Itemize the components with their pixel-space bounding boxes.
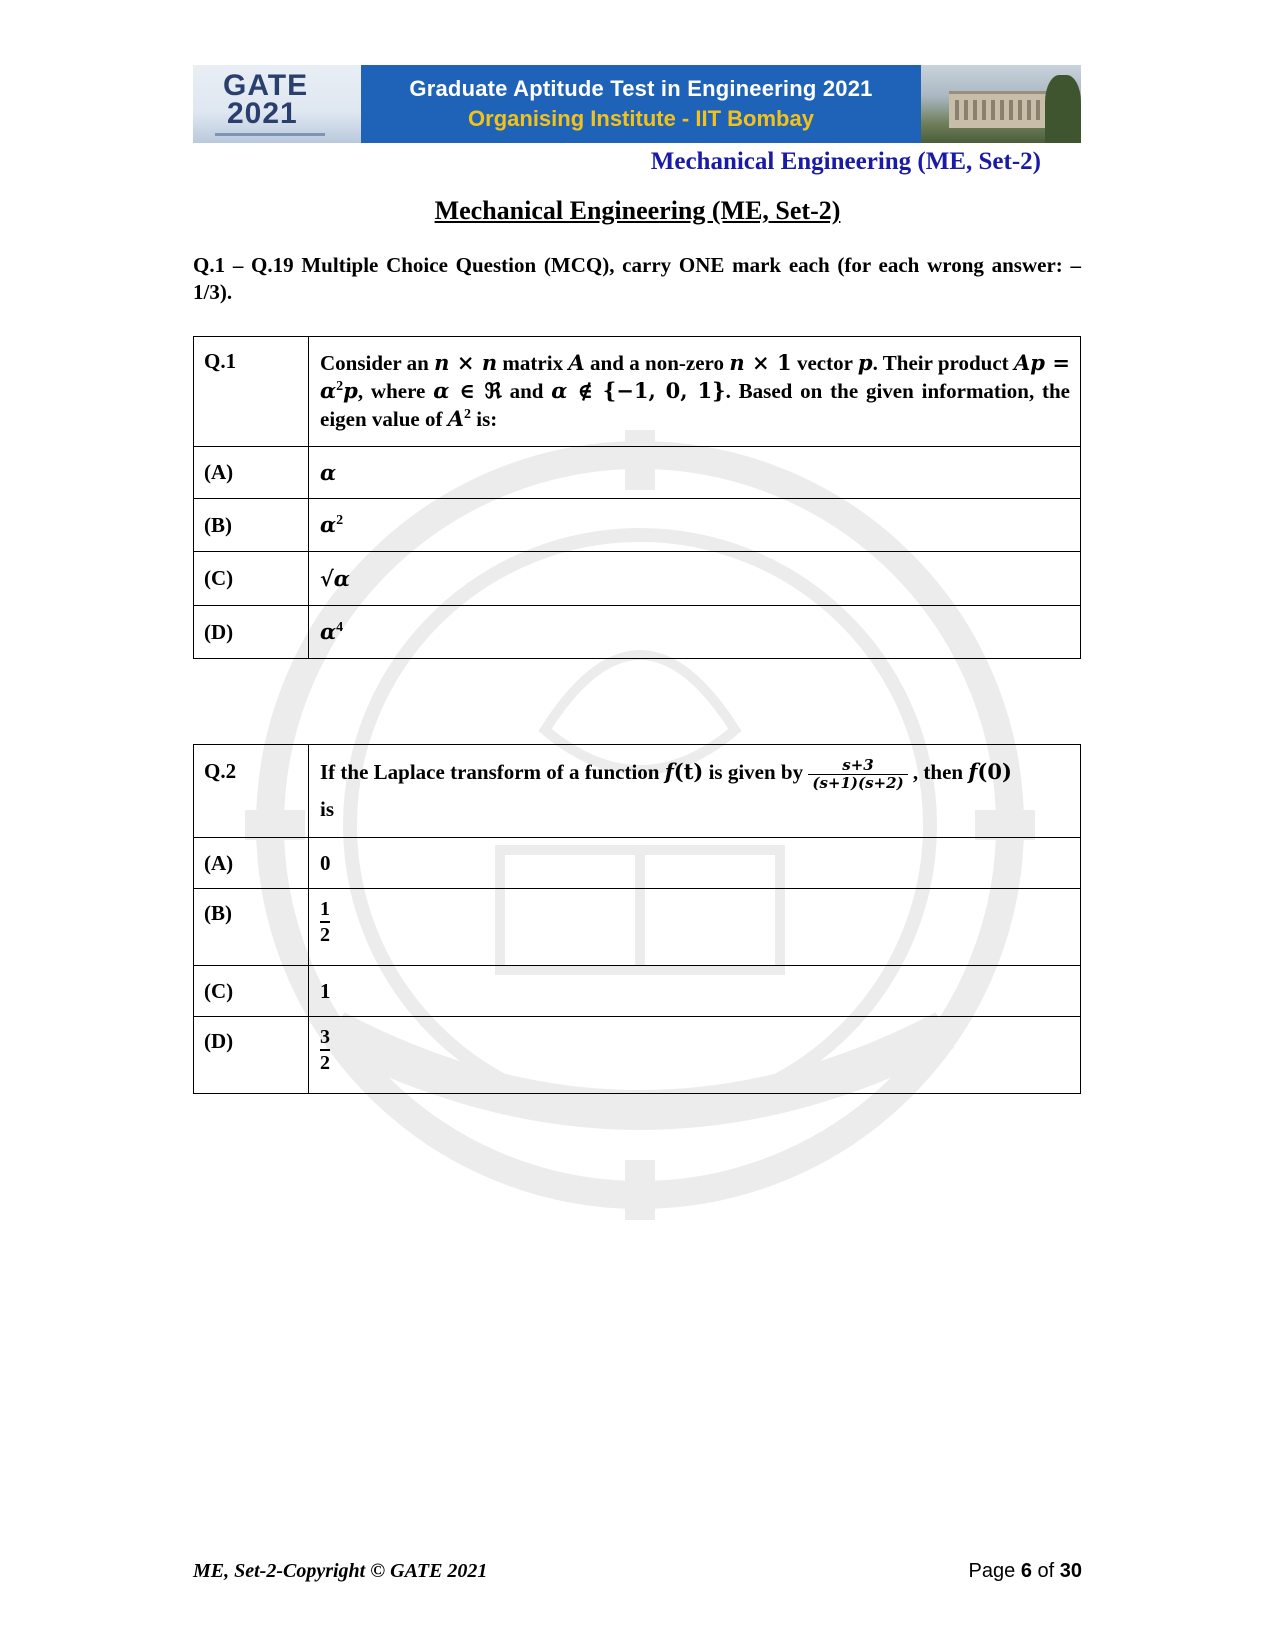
- banner-organiser: Organising Institute - IIT Bombay: [468, 106, 814, 131]
- question-text: If the Laplace transform of a function f(t) is given by $\frac{s+3}{(s+1)(s+2)}$ , then f(0) is: [309, 745, 1081, 838]
- page-title-text: Mechanical Engineering (ME, Set-2): [434, 196, 841, 225]
- gate-logo: [193, 65, 361, 143]
- option-label: (A): [194, 838, 309, 889]
- laplace-fraction: $\frac{s+3}{(s+1)(s+2)}$: [808, 757, 907, 792]
- option-value: 0: [309, 838, 1081, 889]
- option-label: (B): [194, 889, 309, 966]
- logo-strip: [215, 133, 325, 136]
- option-label: (D): [194, 1017, 309, 1094]
- building-shape: [949, 91, 1049, 128]
- option-fraction: $\frac{3}{2}$: [320, 1026, 330, 1074]
- option-row-a: [194, 447, 1081, 499]
- question-row: [194, 745, 1081, 838]
- question-1-table: [193, 336, 1081, 659]
- option-row-a: [194, 838, 1081, 889]
- page-title: [0, 196, 1275, 226]
- option-label: (A): [194, 447, 309, 499]
- option-label: (C): [194, 966, 309, 1017]
- option-value: [309, 1017, 1081, 1094]
- option-value: α: [309, 447, 1081, 499]
- section-instruction: Q.1 – Q.19 Multiple Choice Question (MCQ), carry ONE mark each (for each wrong answer: – 1/3).: [193, 253, 1081, 304]
- option-row-c: [194, 966, 1081, 1017]
- question-2-table: [193, 744, 1081, 1094]
- option-value: [309, 889, 1081, 966]
- institute-building-photo: [921, 65, 1081, 143]
- gate-2021-banner: [193, 65, 1081, 143]
- option-label: (D): [194, 606, 309, 659]
- option-row-b: [194, 499, 1081, 552]
- option-value: 1: [309, 966, 1081, 1017]
- tree-shape: [1045, 75, 1081, 143]
- option-value: √α: [309, 552, 1081, 606]
- option-row-d: [194, 1017, 1081, 1094]
- question-row: [194, 337, 1081, 447]
- option-row-b: [194, 889, 1081, 966]
- option-value: $\alpha^4$: [309, 606, 1081, 659]
- question-text: Consider an n × n matrix A and a non-zero n × 1 vector p. Their product $Ap = \alpha^2p$, where α ∈ ℜ and α ∉ {−1, 0, 1}. Based on the given information, the eigen value of $A^2$ is:: [309, 337, 1081, 447]
- option-value: $\alpha^2$: [309, 499, 1081, 552]
- copyright-footer: ME, Set-2-Copyright © GATE 2021: [193, 1560, 488, 1582]
- question-number: Q.1: [194, 337, 309, 447]
- banner-title: Graduate Aptitude Test in Engineering 2021: [409, 76, 873, 101]
- subject-heading: Mechanical Engineering (ME, Set-2): [650, 148, 1041, 175]
- logo-word: GATE: [223, 69, 309, 102]
- option-row-c: [194, 552, 1081, 606]
- option-row-d: [194, 606, 1081, 659]
- question-number: Q.2: [194, 745, 309, 838]
- banner-title-block: [361, 65, 921, 143]
- option-fraction: $\frac{1}{2}$: [320, 898, 330, 946]
- option-label: (C): [194, 552, 309, 606]
- page-number: Page 6 of 30: [968, 1560, 1082, 1582]
- logo-year: 2021: [227, 97, 298, 130]
- option-label: (B): [194, 499, 309, 552]
